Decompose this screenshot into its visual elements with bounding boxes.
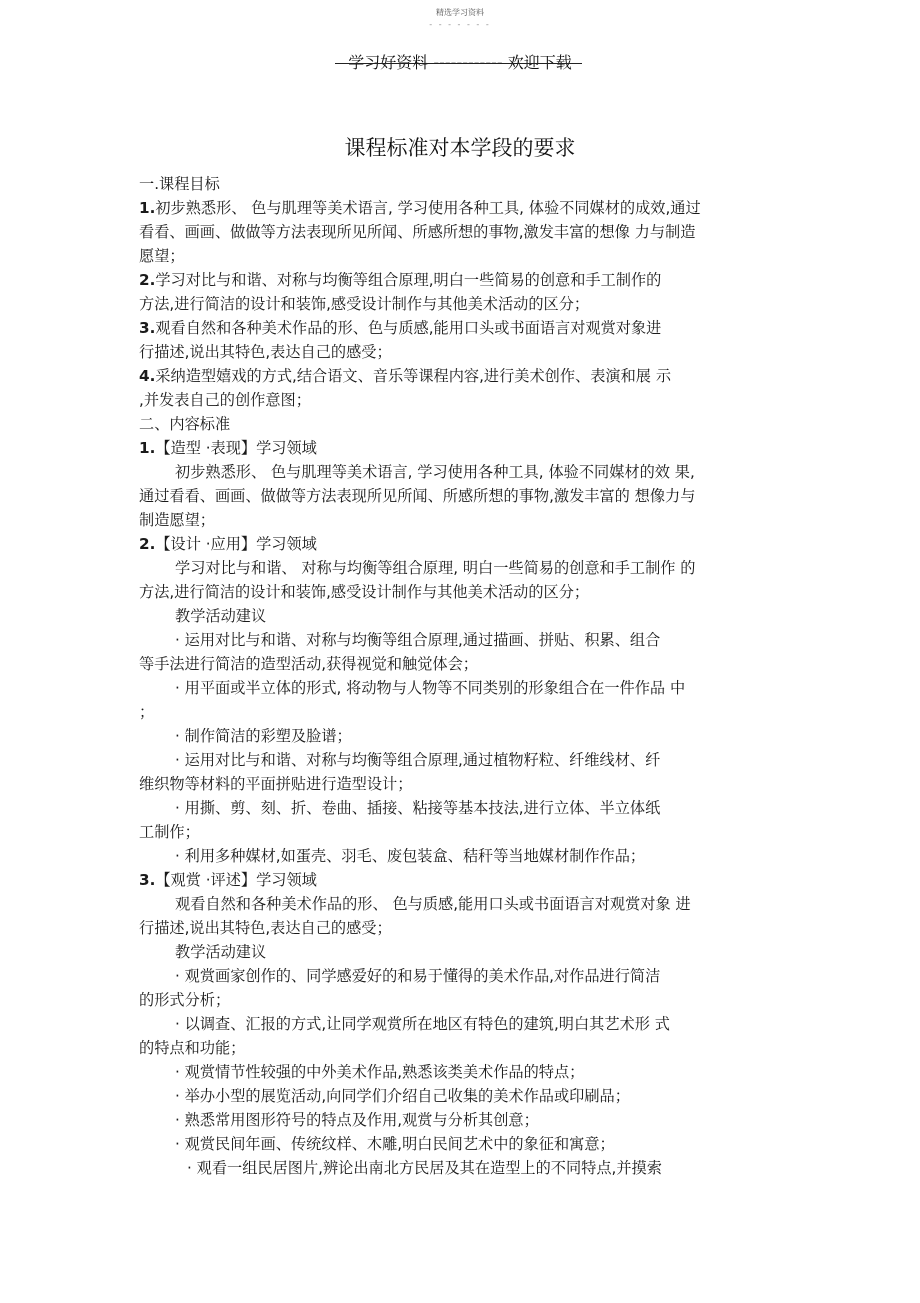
line-text: 二、内容标准 bbox=[139, 415, 231, 433]
text-line bbox=[139, 412, 779, 436]
line-text: 制造愿望； bbox=[139, 511, 215, 529]
text-line bbox=[139, 436, 779, 460]
line-text: · 运用对比与和谐、对称与均衡等组合原理,通过描画、拼贴、积累、组合 bbox=[175, 631, 661, 649]
text-line bbox=[139, 292, 779, 316]
line-text: 的特点和功能； bbox=[139, 1039, 246, 1057]
text-line bbox=[139, 340, 779, 364]
line-text: 愿望； bbox=[139, 247, 185, 265]
text-line bbox=[139, 1132, 779, 1156]
text-line bbox=[139, 364, 779, 388]
text-line bbox=[139, 172, 779, 196]
line-text: · 利用多种媒材,如蛋壳、羽毛、废包装盒、秸秆等当地媒材制作作品； bbox=[175, 847, 646, 865]
text-line bbox=[139, 988, 779, 1012]
text-line bbox=[139, 220, 779, 244]
list-number: 1. bbox=[139, 199, 156, 217]
line-text: · 观看一组民居图片,辨论出南北方民居及其在造型上的不同特点,并摸索 bbox=[187, 1159, 662, 1177]
header-banner-text: 学习好资料 ------------ 欢迎下载 bbox=[348, 53, 572, 72]
text-line bbox=[139, 868, 779, 892]
text-line bbox=[139, 748, 779, 772]
text-line bbox=[139, 388, 779, 412]
line-text: 行描述,说出其特色,表达自己的感受； bbox=[139, 919, 392, 937]
text-line bbox=[139, 700, 779, 724]
line-text: · 运用对比与和谐、对称与均衡等组合原理,通过植物籽粒、纤维线材、纤 bbox=[175, 751, 661, 769]
line-text: 方法,进行简洁的设计和装饰,感受设计制作与其他美术活动的区分； bbox=[139, 295, 590, 313]
line-text: 工制作； bbox=[139, 823, 200, 841]
line-text: · 熟悉常用图形符号的特点及作用,观赏与分析其创意； bbox=[175, 1111, 539, 1129]
line-text: 学习对比与和谐、对称与均衡等组合原理,明白一些简易的创意和手工制作的 bbox=[155, 271, 662, 289]
line-text: 学习对比与和谐、 对称与均衡等组合原理, 明白一些简易的创意和手工制作 的 bbox=[175, 559, 696, 577]
line-text: · 制作简洁的彩塑及脸谱； bbox=[175, 727, 352, 745]
line-text: · 以调查、汇报的方式,让同学观赏所在地区有特色的建筑,明白其艺术形 式 bbox=[175, 1015, 670, 1033]
line-text: 观看自然和各种美术作品的形、 色与质感,能用口头或书面语言对观赏对象 进 bbox=[175, 895, 691, 913]
line-text: ,并发表自己的创作意图； bbox=[139, 391, 311, 409]
banner-strike-line bbox=[335, 63, 582, 64]
line-text: 等手法进行简洁的造型活动,获得视觉和触觉体会； bbox=[139, 655, 478, 673]
document-title: 课程标准对本学段的要求 bbox=[344, 136, 576, 160]
line-text: 的形式分析； bbox=[139, 991, 231, 1009]
list-number: 3. bbox=[139, 871, 156, 889]
text-line bbox=[139, 484, 779, 508]
text-line bbox=[139, 316, 779, 340]
text-line bbox=[139, 820, 779, 844]
list-number: 4. bbox=[139, 367, 156, 385]
line-text: · 观赏画家创作的、同学感爱好的和易于懂得的美术作品,对作品进行简洁 bbox=[175, 967, 661, 985]
line-text: 一.课程目标 bbox=[139, 175, 220, 193]
line-text: · 观赏情节性较强的中外美术作品,熟悉该类美术作品的特点； bbox=[175, 1063, 585, 1081]
text-line bbox=[139, 268, 779, 292]
document-body bbox=[139, 172, 779, 1180]
page-header-dashes: - - - - - - - bbox=[429, 20, 491, 29]
header-banner bbox=[0, 52, 920, 74]
line-text: 维织物等材料的平面拼贴进行造型设计； bbox=[139, 775, 413, 793]
line-text: 教学活动建议 bbox=[175, 607, 267, 625]
line-text: ； bbox=[139, 703, 155, 721]
text-line bbox=[139, 1012, 779, 1036]
text-line bbox=[139, 724, 779, 748]
list-number: 1. bbox=[139, 439, 156, 457]
line-text: · 用撕、剪、刻、折、卷曲、插接、粘接等基本技法,进行立体、半立体纸 bbox=[175, 799, 661, 817]
text-line bbox=[139, 1108, 779, 1132]
line-text: 采纳造型嬉戏的方式,结合语文、音乐等课程内容,进行美术创作、表演和展 示 bbox=[155, 367, 672, 385]
list-number: 3. bbox=[139, 319, 156, 337]
text-line bbox=[139, 1060, 779, 1084]
line-text: 初步熟悉形、 色与肌理等美术语言, 学习使用各种工具, 体验不同媒材的效 果, bbox=[175, 463, 695, 481]
line-text: · 观赏民间年画、传统纹样、木雕,明白民间艺术中的象征和寓意； bbox=[175, 1135, 615, 1153]
text-line bbox=[139, 652, 779, 676]
line-text: 观看自然和各种美术作品的形、色与质感,能用口头或书面语言对观赏对象进 bbox=[155, 319, 662, 337]
line-text: 教学活动建议 bbox=[175, 943, 267, 961]
text-line bbox=[139, 628, 779, 652]
line-text: 【造型 ·表现】学习领域 bbox=[155, 439, 317, 457]
text-line bbox=[139, 772, 779, 796]
line-text: 行描述,说出其特色,表达自己的感受； bbox=[139, 343, 392, 361]
text-line bbox=[139, 1156, 779, 1180]
text-line bbox=[139, 796, 779, 820]
text-line bbox=[139, 604, 779, 628]
text-line bbox=[139, 1036, 779, 1060]
line-text: 通过看看、画画、做做等方法表现所见所闻、所感所想的事物,激发丰富的 想像力与 bbox=[139, 487, 696, 505]
text-line bbox=[139, 892, 779, 916]
line-text: 初步熟悉形、 色与肌理等美术语言, 学习使用各种工具, 体验不同媒材的成效,通过 bbox=[155, 199, 701, 217]
page-header-note: 精选学习资料 bbox=[436, 8, 484, 17]
list-number: 2. bbox=[139, 271, 156, 289]
text-line bbox=[139, 1084, 779, 1108]
line-text: · 举办小型的展览活动,向同学们介绍自己收集的美术作品或印刷品； bbox=[175, 1087, 630, 1105]
line-text: 方法,进行简洁的设计和装饰,感受设计制作与其他美术活动的区分； bbox=[139, 583, 590, 601]
text-line bbox=[139, 460, 779, 484]
text-line bbox=[139, 196, 779, 220]
text-line bbox=[139, 580, 779, 604]
list-number: 2. bbox=[139, 535, 156, 553]
text-line bbox=[139, 916, 779, 940]
text-line bbox=[139, 508, 779, 532]
line-text: 【观赏 ·评述】学习领域 bbox=[155, 871, 317, 889]
text-line bbox=[139, 940, 779, 964]
text-line bbox=[139, 532, 779, 556]
line-text: 【设计 ·应用】学习领域 bbox=[155, 535, 317, 553]
text-line bbox=[139, 676, 779, 700]
line-text: 看看、画画、做做等方法表现所见所闻、所感所想的事物,激发丰富的想像 力与制造 bbox=[139, 223, 696, 241]
text-line bbox=[139, 244, 779, 268]
text-line bbox=[139, 844, 779, 868]
text-line bbox=[139, 556, 779, 580]
text-line bbox=[139, 964, 779, 988]
line-text: · 用平面或半立体的形式, 将动物与人物等不同类别的形象组合在一件作品 中 bbox=[175, 679, 686, 697]
